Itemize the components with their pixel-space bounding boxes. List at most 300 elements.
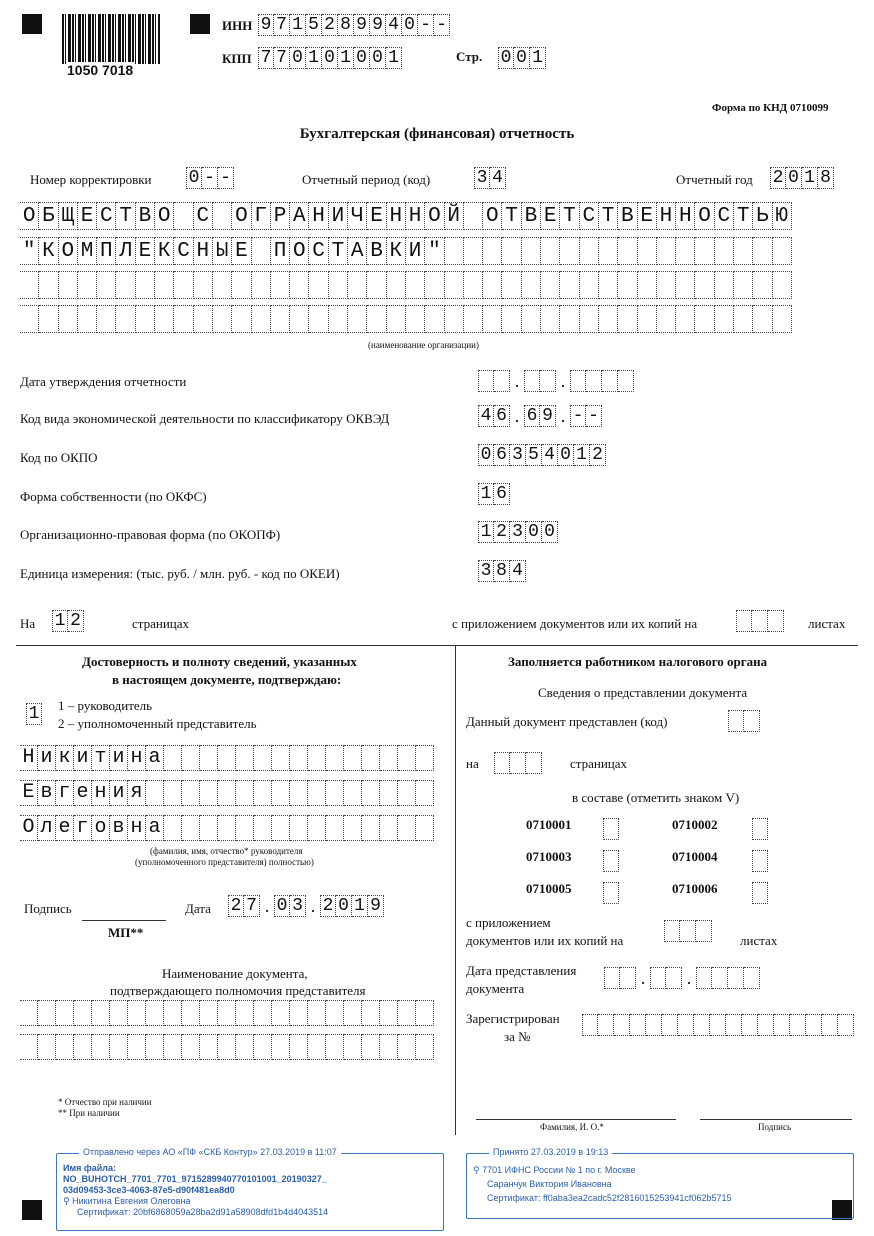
page-title: Бухгалтерская (финансовая) отчетность [299,126,575,142]
pages-label: страницах [132,616,190,631]
char-cell: 4 [542,444,558,466]
name-char-cell [326,780,344,806]
period-label: Отчетный период (код) [302,172,431,187]
char-cell: 2 [770,167,786,189]
org-char-cell: " [425,237,444,265]
org-char-cell: П [97,237,116,265]
doc-char-cell [164,1034,182,1060]
name-char-cell: и [110,745,128,771]
org-char-cell [560,271,579,299]
check-0710001 [603,818,619,840]
org-char-cell [387,305,406,333]
name-char-cell [236,780,254,806]
org-char-cell [425,271,444,299]
tax-sheets-label: листах [740,933,778,948]
check-0710005 [603,882,619,904]
sent-stamp-title: Отправлено через АО «ПФ «СКБ Контур» 27.03.2019 в 11:07 [79,1147,341,1157]
org-char-cell [59,271,78,299]
year-label: Отчетный год [676,172,753,187]
doc-char-cell [398,1034,416,1060]
name-char-cell: т [92,745,110,771]
barcode [62,14,160,64]
corner-marker-top-left [22,14,42,34]
code-0710001: 0710001 [526,817,572,832]
org-char-cell: Т [116,202,135,230]
column-divider [455,645,456,1135]
org-char-cell [599,305,618,333]
name-char-cell [416,745,434,771]
name-char-cell [326,745,344,771]
org-char-cell: С [174,237,193,265]
org-char-cell [155,305,174,333]
char-cell: 1 [386,47,402,69]
org-char-cell [116,305,135,333]
name-char-cell: и [110,780,128,806]
char-cell: 3 [510,521,526,543]
org-char-cell [657,237,676,265]
tax-attach-label-2: документов или их копий на [466,933,624,948]
received-stamp-title: Принято 27.03.2019 в 19:13 [489,1147,612,1157]
org-char-cell [560,305,579,333]
name-char-cell [344,815,362,841]
char-cell: 0 [354,47,370,69]
org-char-cell [580,271,599,299]
org-char-cell [541,271,560,299]
char-cell: 0 [498,47,514,69]
char-cell: - [570,405,586,427]
doc-char-cell [326,1034,344,1060]
org-char-cell: О [483,202,502,230]
char-cell: 1 [574,444,590,466]
org-char-cell [753,305,772,333]
name-char-cell [200,815,218,841]
name-char-cell: л [38,815,56,841]
char-cell: 6 [494,405,510,427]
char-cell: 9 [370,14,386,36]
char-cell: - [202,167,218,189]
doc-char-cell [344,1000,362,1026]
org-char-cell [290,271,309,299]
name-char-cell [254,745,272,771]
org-char-cell [541,237,560,265]
confirm-heading-1: Достоверность и полноту сведений, указанных [82,654,357,669]
char-cell: 4 [490,167,506,189]
name-char-cell: н [128,815,146,841]
char-cell: 2 [590,444,606,466]
char-cell: 4 [510,560,526,582]
sender-cert: Сертификат: 20bf6868059a28ba2d91a58908dfd1b4d4043514 [77,1207,329,1217]
org-char-cell: С [97,202,116,230]
doc-char-cell [290,1034,308,1060]
check-0710002 [752,818,768,840]
org-char-cell [174,305,193,333]
name-char-cell [380,780,398,806]
doc-char-cell [272,1000,290,1026]
org-char-cell [78,271,97,299]
org-char-cell [387,271,406,299]
registered-label-1: Зарегистрирован [466,1011,560,1026]
org-char-cell [329,271,348,299]
org-char-cell: О [155,202,174,230]
doc-char-cell [74,1000,92,1026]
officer-sign-caption: Подпись [758,1122,792,1132]
doc-char-cell [20,1000,38,1026]
org-char-cell [541,305,560,333]
org-char-cell [695,271,714,299]
doc-char-cell [398,1000,416,1026]
org-char-cell [348,271,367,299]
org-char-cell [618,237,637,265]
org-char-cell [734,271,753,299]
name-char-cell: н [128,745,146,771]
doc-name-row-1 [20,1000,434,1026]
org-char-cell: Е [541,202,560,230]
doc-code-label: Данный документ представлен (код) [466,714,668,729]
sender-name: Никитина Евгения Олеговна [72,1196,191,1206]
char-cell: 8 [494,560,510,582]
org-char-cell [39,271,58,299]
char-cell: 3 [474,167,490,189]
org-char-cell: Н [676,202,695,230]
org-char-cell [309,305,328,333]
org-char-cell [522,305,541,333]
char-cell: 5 [306,14,322,36]
doc-char-cell [164,1000,182,1026]
org-char-cell: Т [502,202,521,230]
org-char-cell [618,271,637,299]
name-char-cell [398,745,416,771]
char-cell: 1 [338,47,354,69]
doc-char-cell [218,1034,236,1060]
name-char-cell: о [92,815,110,841]
tax-attach-cells [664,920,712,942]
barcode-number: 1050 7018 [67,62,134,78]
org-char-cell [676,271,695,299]
form-code: Форма по КНД 0710099 [712,102,829,114]
org-char-cell: Е [78,202,97,230]
org-char-cell: А [348,237,367,265]
char-cell: 3 [478,560,494,582]
first-name-cells [20,780,434,806]
char-cell: 1 [52,610,68,632]
name-char-cell [362,815,380,841]
attach-label: с приложением документов или их копий на [452,616,698,631]
correction-label: Номер корректировки [30,172,152,187]
org-char-cell: В [367,237,386,265]
org-char-cell [695,237,714,265]
name-char-cell [308,780,326,806]
name-char-cell [308,815,326,841]
year-cells [770,167,834,189]
submit-date-cells: . . [604,967,760,989]
org-char-cell: С [309,237,328,265]
char-cell: 2 [68,610,84,632]
signer-option-2: 2 – уполномоченный представитель [58,716,257,731]
approval-date-cells: . . [478,370,634,392]
footnote-1: * Отчество при наличии [58,1097,152,1107]
org-char-cell [406,271,425,299]
org-char-cell: Щ [59,202,78,230]
period-cells [474,167,506,189]
confirm-heading-2: в настоящем документе, подтверждаю: [112,672,342,687]
char-cell: 1 [530,47,546,69]
org-char-cell: О [290,237,309,265]
doc-name-row-2 [20,1034,434,1060]
org-char-cell: С [194,202,213,230]
char-cell: 6 [494,444,510,466]
file-name-label: Имя файла: [63,1163,117,1173]
org-char-cell [580,305,599,333]
separator-dot: . [514,406,520,426]
char-cell: 8 [818,167,834,189]
name-char-cell [182,815,200,841]
char-cell: 2 [322,14,338,36]
name-char-cell [380,815,398,841]
org-char-cell: Е [367,202,386,230]
org-char-cell [445,305,464,333]
org-char-cell: А [290,202,309,230]
tax-pages-label: страницах [570,756,628,771]
name-char-cell [164,745,182,771]
doc-char-cell [236,1034,254,1060]
signer-type-cell [26,703,42,725]
org-char-cell: В [522,202,541,230]
org-char-cell [116,271,135,299]
check-0710004 [752,850,768,872]
org-char-cell: В [618,202,637,230]
name-char-cell: г [56,780,74,806]
org-char-cell [464,271,483,299]
sent-stamp [56,1147,444,1231]
name-char-cell [344,780,362,806]
org-char-cell: Н [657,202,676,230]
doc-char-cell [416,1034,434,1060]
doc-char-cell [308,1034,326,1060]
okpo-cells [478,444,606,466]
code-0710002: 0710002 [672,817,718,832]
doc-char-cell [74,1034,92,1060]
signature-line [82,920,166,921]
org-char-cell [464,305,483,333]
org-char-cell [194,305,213,333]
submit-date-label-1: Дата представления [466,963,577,978]
name-char-cell [272,745,290,771]
org-char-cell: Е [638,202,657,230]
org-char-cell [638,305,657,333]
doc-char-cell [254,1000,272,1026]
name-char-cell: О [20,815,38,841]
org-char-cell [329,305,348,333]
org-char-cell [252,305,271,333]
code-0710005: 0710005 [526,881,572,896]
name-char-cell: к [56,745,74,771]
doc-char-cell [290,1000,308,1026]
name-char-cell [416,815,434,841]
name-char-cell [200,780,218,806]
name-char-cell [218,780,236,806]
name-char-cell [398,815,416,841]
org-char-cell [348,305,367,333]
org-char-cell [464,202,483,230]
name-char-cell [380,745,398,771]
doc-char-cell [38,1000,56,1026]
name-char-cell [272,780,290,806]
attach-sheets-cells [736,610,784,632]
org-char-cell: Н [194,237,213,265]
org-char-cell [618,305,637,333]
org-char-cell: Р [271,202,290,230]
org-char-cell [213,202,232,230]
char-cell: 1 [290,14,306,36]
org-char-cell: Ч [348,202,367,230]
org-char-cell [715,237,734,265]
kpp-cells [258,47,402,69]
check-0710003 [603,850,619,872]
org-char-cell [290,305,309,333]
okei-cells [478,560,526,582]
name-char-cell [218,815,236,841]
org-char-cell [638,237,657,265]
org-char-cell [252,237,271,265]
org-char-cell [502,305,521,333]
org-char-cell [155,271,174,299]
check-0710006 [752,882,768,904]
org-char-cell [522,271,541,299]
code-0710003: 0710003 [526,849,572,864]
okfs-cells [478,483,510,505]
char-cell: - [586,405,602,427]
doc-char-cell [182,1000,200,1026]
org-char-cell [425,305,444,333]
char-cell: 2 [494,521,510,543]
org-char-cell [213,271,232,299]
okopf-label: Организационно-правовая форма (по ОКОПФ) [20,527,281,542]
org-char-cell [753,237,772,265]
org-char-cell: Б [39,202,58,230]
doc-char-cell [254,1034,272,1060]
doc-char-cell [200,1000,218,1026]
doc-char-cell [110,1034,128,1060]
org-char-cell [78,305,97,333]
char-cell: - [434,14,450,36]
name-char-cell: е [74,780,92,806]
org-char-cell: П [271,237,290,265]
okei-label: Единица измерения: (тыс. руб. / млн. руб. - код по ОКЕИ) [20,566,340,581]
name-char-cell: и [74,745,92,771]
char-cell: - [418,14,434,36]
org-char-cell [232,305,251,333]
receiver-cert: Сертификат: ff0aba3ea2cadc52f2816015253941cf062b5715 [487,1193,732,1203]
org-char-cell [560,237,579,265]
org-char-cell: С [580,202,599,230]
name-char-cell [290,745,308,771]
pages-count-cells [52,610,84,632]
char-cell: 0 [290,47,306,69]
org-char-cell: М [78,237,97,265]
section-divider [16,645,858,646]
name-char-cell: а [146,815,164,841]
name-char-cell: и [38,745,56,771]
org-char-cell [734,237,753,265]
tax-heading: Заполняется работником налогового органа [508,654,768,669]
org-char-cell: К [155,237,174,265]
doc-char-cell [344,1034,362,1060]
org-char-cell [695,305,714,333]
separator-dot: . [560,406,566,426]
name-char-cell [182,745,200,771]
date-label: Дата [185,901,211,916]
org-char-cell: О [59,237,78,265]
name-char-cell [344,745,362,771]
name-char-cell: в [110,815,128,841]
org-char-cell [522,237,541,265]
org-char-cell: Т [560,202,579,230]
org-char-cell: Г [252,202,271,230]
name-char-cell [362,745,380,771]
org-char-cell: Т [329,237,348,265]
char-cell: - [218,167,234,189]
char-cell: 7 [274,47,290,69]
patronymic-cells [20,815,434,841]
name-char-cell [236,745,254,771]
officer-name: Саранчук Виктория Ивановна [487,1179,612,1189]
org-char-cell [20,271,39,299]
code-0710006: 0710006 [672,881,718,896]
name-char-cell: а [146,745,164,771]
submit-date-label-2: документа [466,981,525,996]
corner-marker-top-mid [190,14,210,34]
char-cell: 6 [524,405,540,427]
org-char-cell [715,271,734,299]
org-char-cell: О [232,202,251,230]
doc-char-cell [146,1034,164,1060]
org-name-row-2 [20,237,792,265]
doc-char-cell [38,1034,56,1060]
org-char-cell [773,305,792,333]
org-char-cell: Т [734,202,753,230]
name-char-cell [308,745,326,771]
office-icon: ⚲ [473,1165,480,1175]
org-name-row-4 [20,305,792,333]
org-char-cell: С [715,202,734,230]
name-char-cell [182,780,200,806]
name-char-cell: н [92,780,110,806]
org-char-cell [599,271,618,299]
name-char-cell [200,745,218,771]
org-name-row-3 [20,271,792,299]
okved-label: Код вида экономической деятельности по классификатору ОКВЭД [20,411,390,426]
sheets-label: листах [808,616,846,631]
org-name-row-1 [20,202,792,230]
name-char-cell [326,815,344,841]
char-cell: 3 [510,444,526,466]
footnote-2: ** При наличии [58,1108,120,1118]
name-char-cell [236,815,254,841]
doc-char-cell [416,1000,434,1026]
composition-label: в составе (отметить знаком V) [572,790,740,805]
doc-char-cell [128,1000,146,1026]
org-char-cell [367,305,386,333]
org-char-cell [676,237,695,265]
org-char-cell [657,271,676,299]
doc-heading-2: подтверждающего полномочия представителя [110,983,366,998]
char-cell: 7 [258,47,274,69]
doc-char-cell [182,1034,200,1060]
okved-cells [478,405,602,427]
char-cell: 0 [558,444,574,466]
org-name-caption: (наименование организации) [368,340,479,350]
char-cell: 5 [526,444,542,466]
